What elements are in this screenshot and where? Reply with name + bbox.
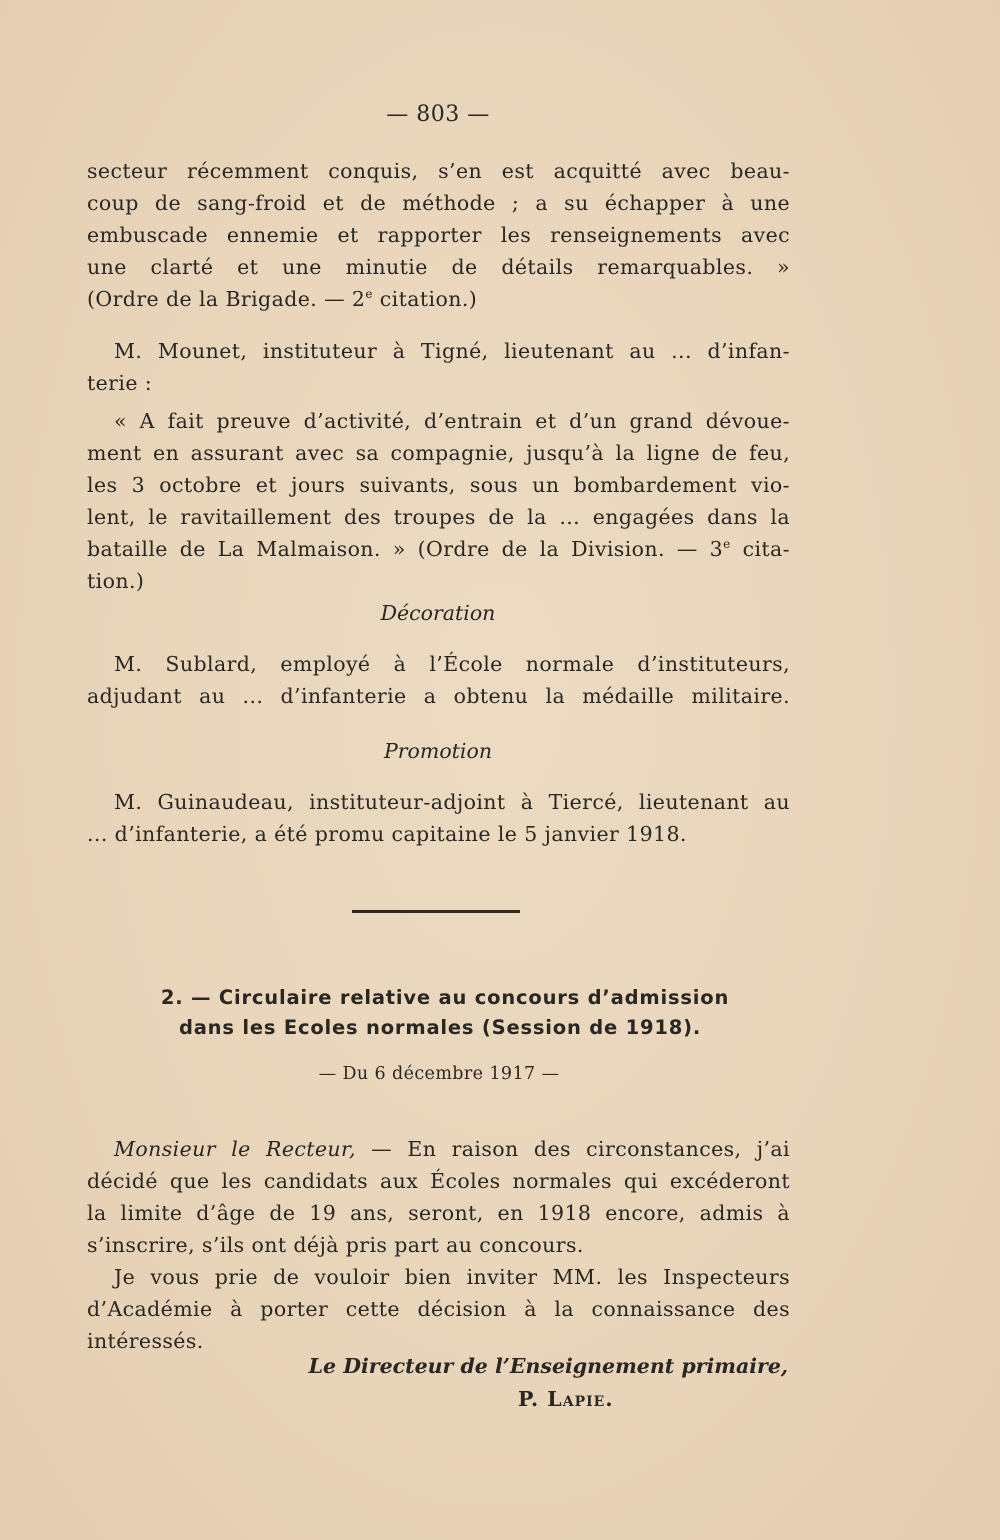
text-line: « A fait preuve d’activité, d’entrain et d’un grand dévoue- <box>114 409 790 433</box>
paragraph-guinaudeau <box>87 786 790 850</box>
circular-date: — Du 6 décembre 1917 — <box>318 1064 560 1084</box>
heading-promotion: Promotion <box>383 739 493 763</box>
text-fragment: (Ordre de la Brigade. — 2 <box>87 287 366 311</box>
circular-title-line2: dans les Ecoles normales (Session de 1918). <box>178 1016 702 1039</box>
text-line: une clarté et une minutie de détails remarquables. » <box>87 255 790 279</box>
text-line: ... d’infanterie, a été promu capitaine le 5 janvier 1918. <box>87 822 687 846</box>
text-line <box>87 283 790 315</box>
text-fragment: bataille de La Malmaison. » (Ordre de la Division. — 3 <box>87 537 724 561</box>
text-line: d’Académie à porter cette décision à la connaissance des <box>87 1297 790 1321</box>
text-line: M. Guinaudeau, instituteur-adjoint à Tiercé, lieutenant au <box>114 790 790 814</box>
text-line: intéressés. <box>87 1329 204 1353</box>
text-line: décidé que les candidats aux Écoles normales qui excéderont <box>87 1169 790 1193</box>
section-divider <box>352 910 520 913</box>
paragraph-mounet <box>87 335 790 399</box>
text-line: lent, le ravitaillement des troupes de la ... engagées dans la <box>87 505 790 529</box>
text-line <box>87 533 790 565</box>
text-line: s’inscrire, s’ils ont déjà pris part au concours. <box>87 1233 584 1257</box>
paragraph-sublard <box>87 648 790 712</box>
text-line: M. Mounet, instituteur à Tigné, lieutenant au ... d’infan- <box>114 339 790 363</box>
text-line: adjudant au ... d’infanterie a obtenu la médaille militaire. <box>87 684 790 708</box>
heading-decoration: Décoration <box>380 601 496 625</box>
text-line: embuscade ennemie et rapporter les renseignements avec <box>87 223 790 247</box>
text-fragment: — En raison des circonstances, j’ai <box>355 1137 791 1161</box>
page-number: — 803 — <box>386 102 490 127</box>
text-fragment: cita- <box>730 537 791 561</box>
text-line: ment en assurant avec sa compagnie, jusqu’à la ligne de feu, <box>87 441 790 465</box>
text-line: les 3 octobre et jours suivants, sous un bombardement vio- <box>87 473 790 497</box>
circular-title-line1: 2. — Circulaire relative au concours d’admission <box>160 986 730 1009</box>
text-line: la limite d’âge de 19 ans, seront, en 1918 encore, admis à <box>87 1201 790 1225</box>
signature-title: Le Directeur de l’Enseignement primaire, <box>308 1354 788 1378</box>
text-line: coup de sang-froid et de méthode ; a su échapper à une <box>87 191 790 215</box>
text-line: terie : <box>87 371 153 395</box>
paragraph-citation-end <box>87 155 790 315</box>
superscript: e <box>365 287 373 302</box>
salutation: Monsieur le Recteur, <box>114 1137 356 1161</box>
letter-body <box>87 1133 790 1357</box>
text-line: secteur récemment conquis, s’en est acquitté avec beau- <box>87 159 790 183</box>
signature-name: P. Lapie. <box>518 1387 614 1411</box>
text-line: Je vous prie de vouloir bien inviter MM. les Inspecteurs <box>114 1265 790 1289</box>
text-line <box>87 1133 790 1165</box>
superscript: e <box>723 537 731 552</box>
paragraph-mounet-citation <box>87 405 790 597</box>
text-line: tion.) <box>87 569 145 593</box>
text-fragment: citation.) <box>372 287 478 311</box>
text-line: M. Sublard, employé à l’École normale d’instituteurs, <box>114 652 790 676</box>
